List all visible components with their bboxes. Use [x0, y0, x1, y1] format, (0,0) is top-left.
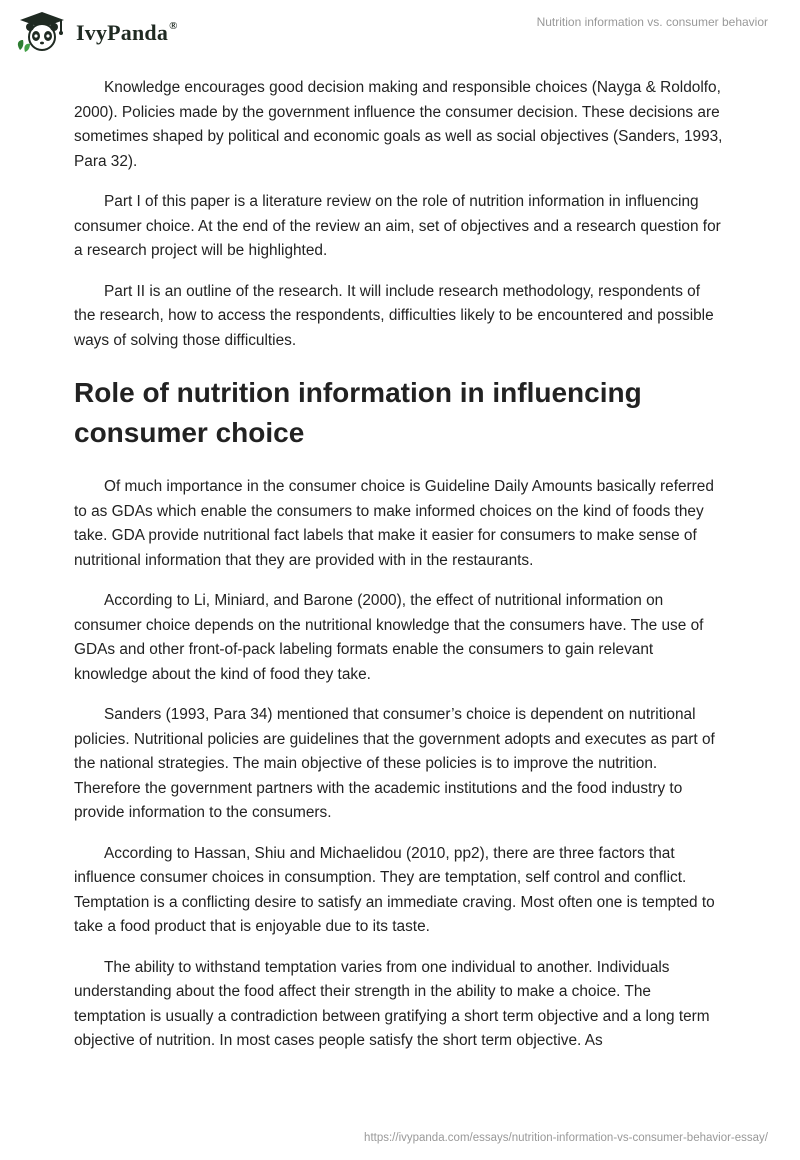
paragraph: Sanders (1993, Para 34) mentioned that consumer’s choice is dependent on nutritional policies. Nutritional policies are guidelines that the government adopts and executes as part of the national strategies. The main objective of these policies is to improve the nutrition. Therefore the government partners with the academic institutions and the food industry to provide information to the consumers.: [74, 706, 715, 821]
paragraph: According to Hassan, Shiu and Michaelidou (2010, pp2), there are three factors that influence consumer choices in consumption. They are temptation, self control and conflict. Temptation is a conflicting desire to satisfy an immediate craving. Most often one is tempted to take a food product that is enjoyable due to its taste.: [74, 844, 715, 935]
section-heading: Role of nutrition information in influencing consumer choice: [74, 377, 642, 448]
paragraph: Part I of this paper is a literature review on the role of nutrition information in influencing consumer choice. At the end of the review an aim, set of objectives and a research question for a research project will be highlighted.: [74, 193, 721, 259]
paragraph: Of much importance in the consumer choice is Guideline Daily Amounts basically referred to as GDAs which enable the consumers to make informed choices on the kind of foods they take. GDA provide nutritional fact labels that make it easier for consumers to make sense of nutritional information that they are provided with in the restaurants.: [74, 478, 714, 569]
ivypanda-logo[interactable]: [14, 10, 178, 54]
paragraph: Part II is an outline of the research. It will include research methodology, respondents of the research, how to access the respondents, difficulties likely to be encountered and possible ways of solving those difficulties.: [74, 282, 714, 349]
brand-name: IvyPanda®: [76, 19, 178, 45]
page-header: [0, 0, 800, 56]
document-title: Nutrition information vs. consumer behavior: [536, 15, 768, 29]
paragraph: According to Li, Miniard, and Barone (2000), the effect of nutritional information on consumer choice depends on the nutritional knowledge that the consumers have. The use of GDAs and other front-of-pack labeling formats enable the consumers to gain relevant knowledge about the kind of food they take.: [74, 592, 704, 683]
panda-graduate-icon: [14, 10, 70, 54]
paragraph: The ability to withstand temptation varies from one individual to another. Individuals understanding about the food affect their strength in the ability to make a choice. The temptation is usually a contradiction between gratifying a short term objective and a long term objective of nutrition. In most cases people satisfy the short term objective. As: [74, 958, 710, 1049]
essay-body: [74, 76, 724, 1070]
source-url[interactable]: https://ivypanda.com/essays/nutrition-information-vs-consumer-behavior-essay/: [364, 1132, 768, 1144]
paragraph: Knowledge encourages good decision making and responsible choices (Nayga & Roldolfo, 2000). Policies made by the government influence the consumer decision. These decisions are sometimes shaped by political and economic goals as well as social objectives (Sanders, 1993, Para 32).: [74, 79, 723, 170]
